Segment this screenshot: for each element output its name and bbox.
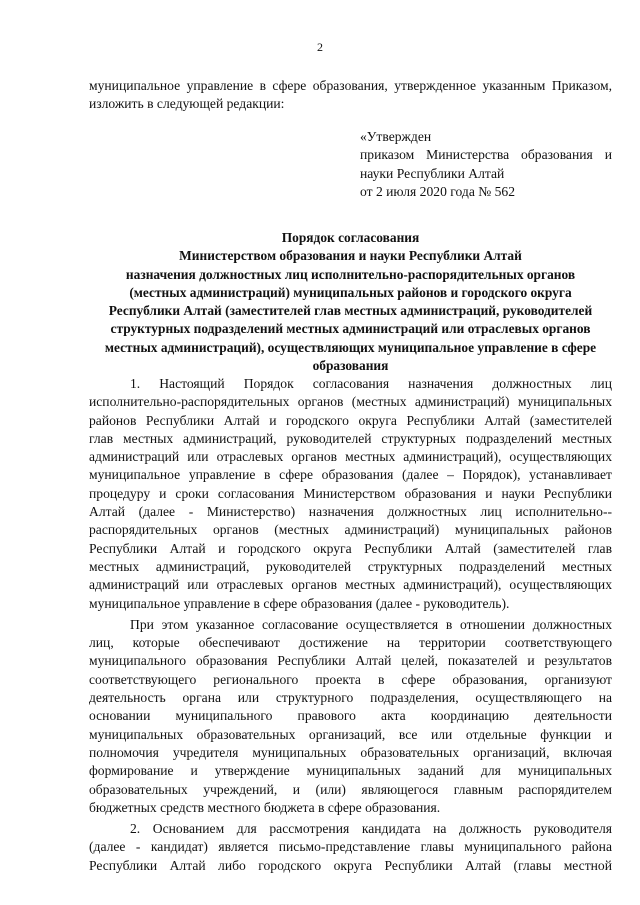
body-line: При этом указанное согласование осуществляется в отношении должностных xyxy=(130,616,612,632)
body-line: Республики Алтай либо городского округа Республики Алтай (главы местной xyxy=(89,857,612,873)
body-line: Республики Алтай и городского округа Республики Алтай (заместителей глав xyxy=(89,540,612,556)
approval-line: от 2 июля 2020 года № 562 xyxy=(360,183,516,199)
heading-line: (местных администраций) муниципальных районов и городского округа xyxy=(129,284,572,300)
body-line: муниципальное управление в сфере образования (далее - руководитель). xyxy=(89,595,510,611)
paragraph-1b xyxy=(89,616,612,817)
heading-line: Министерством образования и науки Республики Алтай xyxy=(179,248,522,264)
body-line: Алтай (далее - Министерство) назначения должностных лиц исполнительно-- xyxy=(89,504,612,520)
body-line: бюджетных средств местного бюджета в сфере образования. xyxy=(89,799,441,815)
approval-stamp-block xyxy=(360,128,612,201)
page-number: 2 xyxy=(317,40,323,54)
intro-line: изложить в следующей редакции: xyxy=(89,96,285,112)
paragraph-2 xyxy=(89,820,612,875)
body-line: районов Республики Алтай и городского округа Республики Алтай (заместителей xyxy=(89,412,612,428)
body-line: 1. Настоящий Порядок согласования назначения должностных лиц xyxy=(130,376,612,391)
body-line: процедуру и сроки согласования Министерством образования и науки Республики xyxy=(89,485,612,501)
body-line: полномочия учредителя муниципальных образовательных организаций, включая xyxy=(89,744,612,760)
approval-line: «Утвержден xyxy=(360,129,432,144)
document-body xyxy=(89,375,612,875)
body-line: лиц, которые обеспечивают достижение на территории соответствующего xyxy=(89,635,612,651)
heading-line: образования xyxy=(312,358,389,374)
body-line: основании муниципального правового акта координацию деятельности xyxy=(89,708,612,724)
paragraph-1 xyxy=(89,375,612,613)
body-line: деятельность органа или структурного подразделения, осуществляющего на xyxy=(89,690,612,706)
approval-line: науки Республики Алтай xyxy=(360,165,505,181)
heading-line: назначения должностных лиц исполнительно-распорядительных органов xyxy=(125,266,576,282)
heading-line: структурных подразделений местных администраций или отраслевых органов xyxy=(110,321,591,337)
body-line: исполнительно-распорядительных органов (местных администраций) муниципальных xyxy=(89,394,612,410)
body-line: администраций или отраслевых органов местных администраций), осуществляющих xyxy=(89,577,612,593)
heading-line: местных администраций), осуществляющих муниципальное управление в сфере xyxy=(104,339,597,355)
intro-line: муниципальное управление в сфере образования, утвержденное указанным Приказом, xyxy=(89,78,612,93)
body-line: муниципальное управление в сфере образования (далее – Порядок), устанавливает xyxy=(89,467,612,483)
body-line: образовательных учреждений, и (или) являющегося главным распорядителем xyxy=(89,781,612,797)
heading-line: Республики Алтай (заместителей глав местных администраций, руководителей xyxy=(108,303,593,319)
document-heading xyxy=(89,229,612,375)
body-line: глав местных администраций, руководителей структурных подразделений местных xyxy=(89,430,612,446)
body-line: формирование и утверждение муниципальных заданий для муниципальных xyxy=(89,763,612,779)
body-line: администраций или отраслевых органов местных администраций), осуществляющих xyxy=(89,449,612,465)
body-line: местных администраций, руководителей структурных подразделений местных xyxy=(89,558,612,574)
body-line: муниципальных образовательных организаций, все или отдельные функции и xyxy=(89,726,612,742)
body-line: соответствующего регионального проекта в сфере образования, организуют xyxy=(89,671,612,687)
body-line: муниципального образования Республики Алтай целей, показателей и результатов xyxy=(89,653,612,669)
intro-paragraph xyxy=(89,77,612,114)
body-line: 2. Основанием для рассмотрения кандидата на должность руководителя xyxy=(130,821,612,837)
heading-line: Порядок согласования xyxy=(281,230,420,245)
body-line: (далее - кандидат) является письмо-представление главы муниципального района xyxy=(89,839,612,855)
approval-line: приказом Министерства образования и xyxy=(360,147,612,163)
body-line: распорядительных органов (местных администраций) муниципальных районов xyxy=(89,522,612,538)
